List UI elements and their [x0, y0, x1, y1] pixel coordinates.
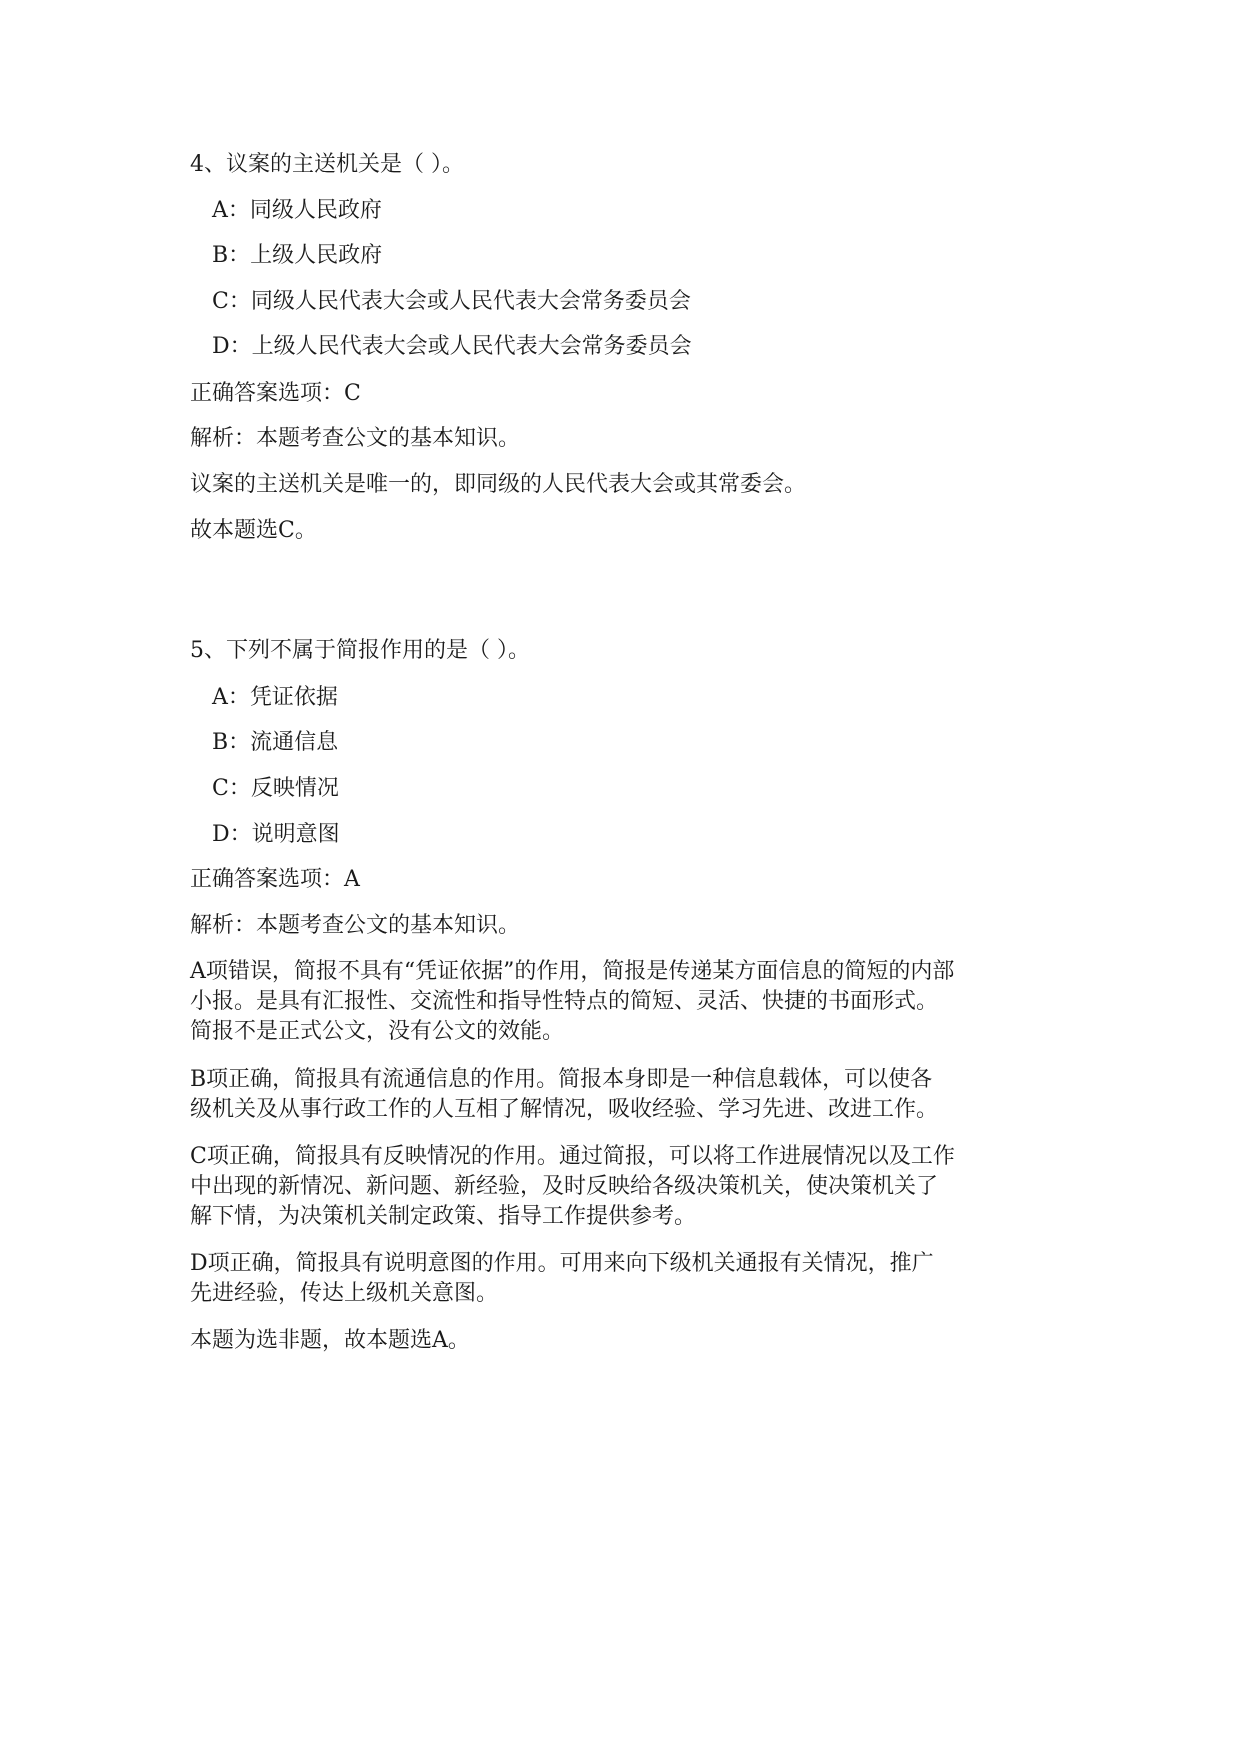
- option-a: A：同级人民政府: [212, 198, 382, 223]
- option-b: B：上级人民政府: [212, 243, 383, 268]
- analysis-paragraph: 议案的主送机关是唯一的，即同级的人民代表大会或其常委会。: [190, 472, 807, 497]
- analysis-paragraph: 解析：本题考查公文的基本知识。: [190, 913, 521, 938]
- question-stem: 4、议案的主送机关是（ ）。: [190, 152, 464, 177]
- option-c: C：同级人民代表大会或人民代表大会常务委员会: [212, 289, 691, 314]
- correct-answer: 正确答案选项：C: [190, 381, 361, 406]
- analysis-paragraph: 解析：本题考查公文的基本知识。: [190, 426, 521, 451]
- analysis-paragraph: 故本题选C。: [190, 518, 317, 543]
- correct-answer: 正确答案选项：A: [190, 867, 360, 892]
- option-b: B：流通信息: [212, 730, 339, 755]
- option-a: A：凭证依据: [212, 685, 338, 710]
- analysis-paragraph: B项正确，简报具有流通信息的作用。简报本身即是一种信息载体，可以使各 级机关及从事行政工作的人互相了解情况，吸收经验、学习先进、改进工作。: [190, 1067, 939, 1122]
- analysis-paragraph: D项正确，简报具有说明意图的作用。可用来向下级机关通报有关情况，推广 先进经验，传达上级机关意图。: [190, 1251, 934, 1306]
- analysis-paragraph: A项错误，简报不具有“凭证依据”的作用，简报是传递某方面信息的简短的内部 小报。是具有汇报性、交流性和指导性特点的简短、灵活、快捷的书面形式。 简报不是正式公文，没有公文的效能。: [190, 959, 955, 1044]
- analysis-paragraph: C项正确，简报具有反映情况的作用。通过简报，可以将工作进展情况以及工作 中出现的新情况、新问题、新经验，及时反映给各级决策机关，使决策机关了 解下情，为决策机关制定政策、指导工作提供参考。: [190, 1144, 955, 1229]
- option-d: D：上级人民代表大会或人民代表大会常务委员会: [212, 334, 692, 359]
- option-d: D：说明意图: [212, 822, 340, 847]
- question-stem: 5、下列不属于简报作用的是（ ）。: [190, 638, 530, 663]
- analysis-paragraph: 本题为选非题，故本题选A。: [190, 1328, 470, 1353]
- option-c: C：反映情况: [212, 776, 339, 801]
